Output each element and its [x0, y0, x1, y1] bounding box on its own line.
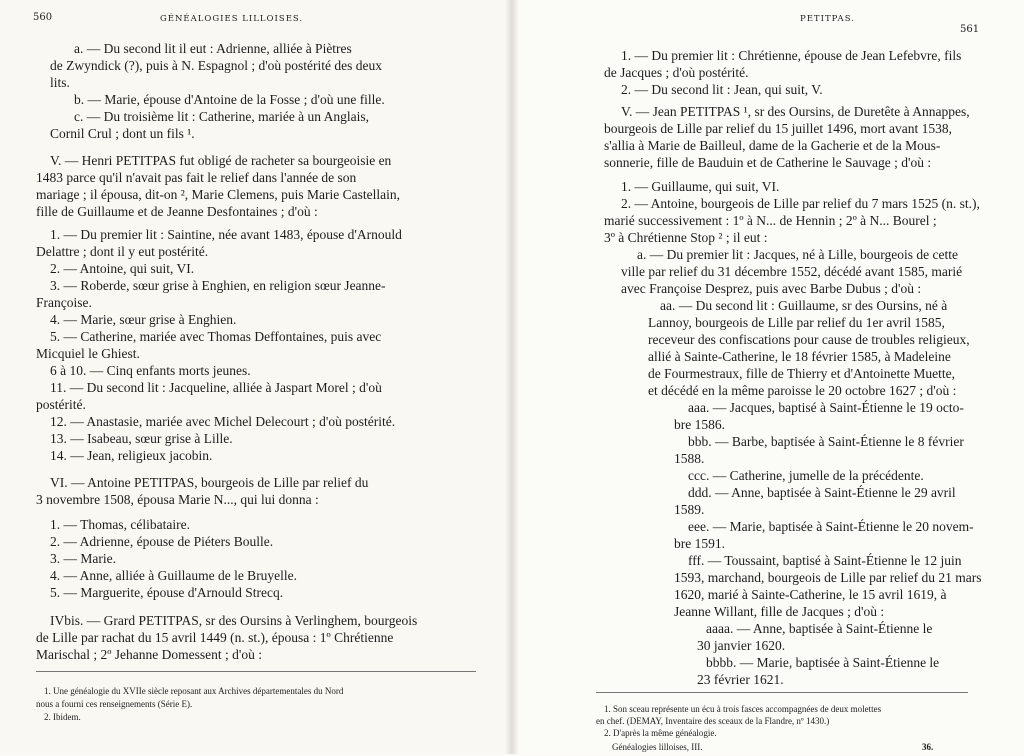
text-line: a. — Du second lit il eut : Adrienne, alliée à Piètres: [74, 41, 352, 56]
text-line: bbb. — Barbe, baptisée à Saint-Étienne le 8 février: [688, 434, 964, 449]
text-line: IVbis. — Grard PETITPAS, sr des Oursins à Verlinghem, bourgeois: [50, 613, 418, 628]
text-line: ddd. — Anne, baptisée à Saint-Étienne le 29 avril: [688, 485, 956, 500]
text-line: fff. — Toussaint, baptisé à Saint-Étienne le 12 juin: [688, 553, 962, 568]
text-line: 3 novembre 1508, épousa Marie N..., qui lui donna :: [36, 492, 319, 507]
text-line: Jeanne Willant, fille de Jacques ; d'où :: [674, 604, 885, 619]
footnote: 2. Ibidem.: [44, 712, 81, 722]
text-line: 3. — Marie.: [50, 551, 116, 566]
text-line: postérité.: [36, 397, 86, 412]
text-line: 3. — Roberde, sœur grise à Enghien, en religion sœur Jeanne-: [50, 278, 386, 293]
text-line: allié à Sainte-Catherine, le 18 février 1585, à Madeleine: [648, 349, 951, 364]
text-line: bre 1591.: [674, 536, 725, 551]
text-line: 11. — Du second lit : Jacqueline, alliée à Jaspart Morel ; d'où: [50, 380, 382, 395]
text-line: marié successivement : 1º à N... de Hennin ; 2º à N... Bourel ;: [604, 213, 937, 228]
footnote: 1. Son sceau représente un écu à trois fasces accompagnées de deux molettes: [604, 704, 882, 714]
text-line: 13. — Isabeau, sœur grise à Lille.: [50, 431, 233, 446]
text-line: de Jacques ; d'où postérité.: [604, 65, 749, 80]
text-line: 6 à 10. — Cinq enfants morts jeunes.: [50, 363, 251, 378]
text-line: 4. — Marie, sœur grise à Enghien.: [50, 312, 237, 327]
text-line: 2. — Antoine, bourgeois de Lille par relief du 7 mars 1525 (n. st.),: [621, 196, 980, 211]
right-page-number: 561: [960, 24, 980, 35]
text-line: 1. — Du premier lit : Saintine, née avant 1483, épouse d'Arnould: [50, 227, 402, 242]
text-line: s'allia à Marie de Bailleul, dame de la Gacherie et de la Mous-: [604, 138, 941, 153]
text-line: 5. — Catherine, mariée avec Thomas Deffontaines, puis avec: [50, 329, 382, 344]
text-line: 1593, marchand, bourgeois de Lille par relief du 21 mars: [674, 570, 982, 585]
text-line: Cornil Crul ; dont un fils ¹.: [50, 126, 195, 141]
text-line: aaa. — Jacques, baptisé à Saint-Étienne le 19 octo-: [688, 400, 964, 415]
text-line: Delattre ; dont il y eut postérité.: [36, 244, 209, 259]
text-line: receveur des confiscations pour cause de troubles religieux,: [648, 332, 970, 347]
text-line: 1. — Guillaume, qui suit, VI.: [621, 179, 780, 194]
text-line: 2. — Adrienne, épouse de Piéters Boulle.: [50, 534, 274, 549]
text-line: lits.: [50, 75, 70, 90]
text-line: 1. — Thomas, célibataire.: [50, 517, 190, 532]
footnote-rule: [36, 671, 476, 672]
text-line: V. — Jean PETITPAS ¹, sr des Oursins, de Duretête à Annappes,: [621, 104, 970, 119]
left-page-number: 560: [33, 12, 53, 23]
text-line: 3º à Chrétienne Stop ² ; il eut :: [604, 230, 768, 245]
footnote: 2. D'après la même généalogie.: [604, 728, 717, 738]
text-line: 5. — Marguerite, épouse d'Arnould Strecq.: [50, 585, 284, 600]
text-line: de Lille par rachat du 15 avril 1449 (n. st.), épousa : 1º Chrétienne: [36, 630, 394, 645]
text-line: ville par relief du 31 décembre 1552, décédé avant 1585, marié: [621, 264, 963, 279]
text-line: aa. — Du second lit : Guillaume, sr des Oursins, né à: [660, 298, 948, 313]
text-line: et décédé en la même paroisse le 20 octobre 1627 ; d'où :: [648, 383, 957, 398]
footnote: en chef. (DEMAY, Inventaire des sceaux de la Flandre, nº 1430.): [596, 716, 830, 726]
footnote: nous a fourni ces renseignements (Série E).: [36, 699, 193, 709]
text-line: sonnerie, fille de Bauduin et de Catherine le Sauvage ; d'où :: [604, 155, 932, 170]
text-line: VI. — Antoine PETITPAS, bourgeois de Lille par relief du: [50, 475, 369, 490]
text-line: 12. — Anastasie, mariée avec Michel Delecourt ; d'où postérité.: [50, 414, 396, 429]
text-line: 1620, marié à Sainte-Catherine, le 15 avril 1619, à: [674, 587, 947, 602]
text-line: Marischal ; 2º Jehanne Domessent ; d'où :: [36, 647, 262, 662]
footnote-rule: [596, 692, 968, 693]
text-line: de Zwyndick (?), puis à N. Espagnol ; d'où postérité des deux: [50, 58, 382, 73]
text-line: V. — Henri PETITPAS fut obligé de racheter sa bourgeoisie en: [50, 153, 392, 168]
bottom-title: Généalogies lilloises, III.: [612, 742, 703, 752]
text-line: avec Françoise Desprez, puis avec Barbe Dubus ; d'où :: [621, 281, 922, 296]
signature-mark: 36.: [922, 742, 934, 752]
text-line: ccc. — Catherine, jumelle de la précédente.: [688, 468, 924, 483]
text-line: 4. — Anne, alliée à Guillaume de le Bruyelle.: [50, 568, 298, 583]
text-line: 14. — Jean, religieux jacobin.: [50, 448, 213, 463]
text-line: b. — Marie, épouse d'Antoine de la Fosse ; d'où une fille.: [74, 92, 385, 107]
text-line: Lannoy, bourgeois de Lille par relief du 1er avril 1585,: [648, 315, 945, 330]
text-line: 1589.: [674, 502, 705, 517]
text-line: 1588.: [674, 451, 705, 466]
text-line: fille de Guillaume et de Jeanne Desfontaines ; d'où :: [36, 204, 318, 219]
text-line: mariage ; il épousa, dit-on ², Marie Clemens, puis Marie Castellain,: [36, 187, 400, 202]
text-line: bourgeois de Lille par relief du 15 juillet 1496, mort avant 1538,: [604, 121, 953, 136]
text-line: Françoise.: [36, 295, 92, 310]
text-line: 1. — Du premier lit : Chrétienne, épouse de Jean Lefebvre, fils: [621, 48, 962, 63]
text-line: a. — Du premier lit : Jacques, né à Lille, bourgeois de cette: [637, 247, 959, 262]
text-line: bre 1586.: [674, 417, 725, 432]
text-line: 2. — Antoine, qui suit, VI.: [50, 261, 195, 276]
text-line: 2. — Du second lit : Jean, qui suit, V.: [621, 82, 823, 97]
text-line: 30 janvier 1620.: [697, 638, 786, 653]
text-line: c. — Du troisième lit : Catherine, mariée à un Anglais,: [74, 109, 370, 124]
text-line: bbbb. — Marie, baptisée à Saint-Étienne le: [706, 655, 940, 670]
left-running-head: GÉNÉALOGIES LILLOISES.: [160, 14, 304, 24]
text-line: eee. — Marie, baptisée à Saint-Étienne le 20 novem-: [688, 519, 974, 534]
text-line: Micquiel le Ghiest.: [36, 346, 140, 361]
text-line: aaaa. — Anne, baptisée à Saint-Étienne le: [706, 621, 933, 636]
text-line: de Fourmestraux, fille de Thierry et d'Antoinette Muette,: [648, 366, 955, 381]
right-running-head: PETITPAS.: [800, 14, 855, 24]
footnote: 1. Une généalogie du XVIIe siècle reposant aux Archives départementales du Nord: [44, 686, 344, 696]
text-line: 23 février 1621.: [697, 672, 784, 687]
text-line: 1483 parce qu'il n'avait pas fait le relief dans l'année de son: [36, 170, 357, 185]
book-gutter: [505, 0, 519, 754]
